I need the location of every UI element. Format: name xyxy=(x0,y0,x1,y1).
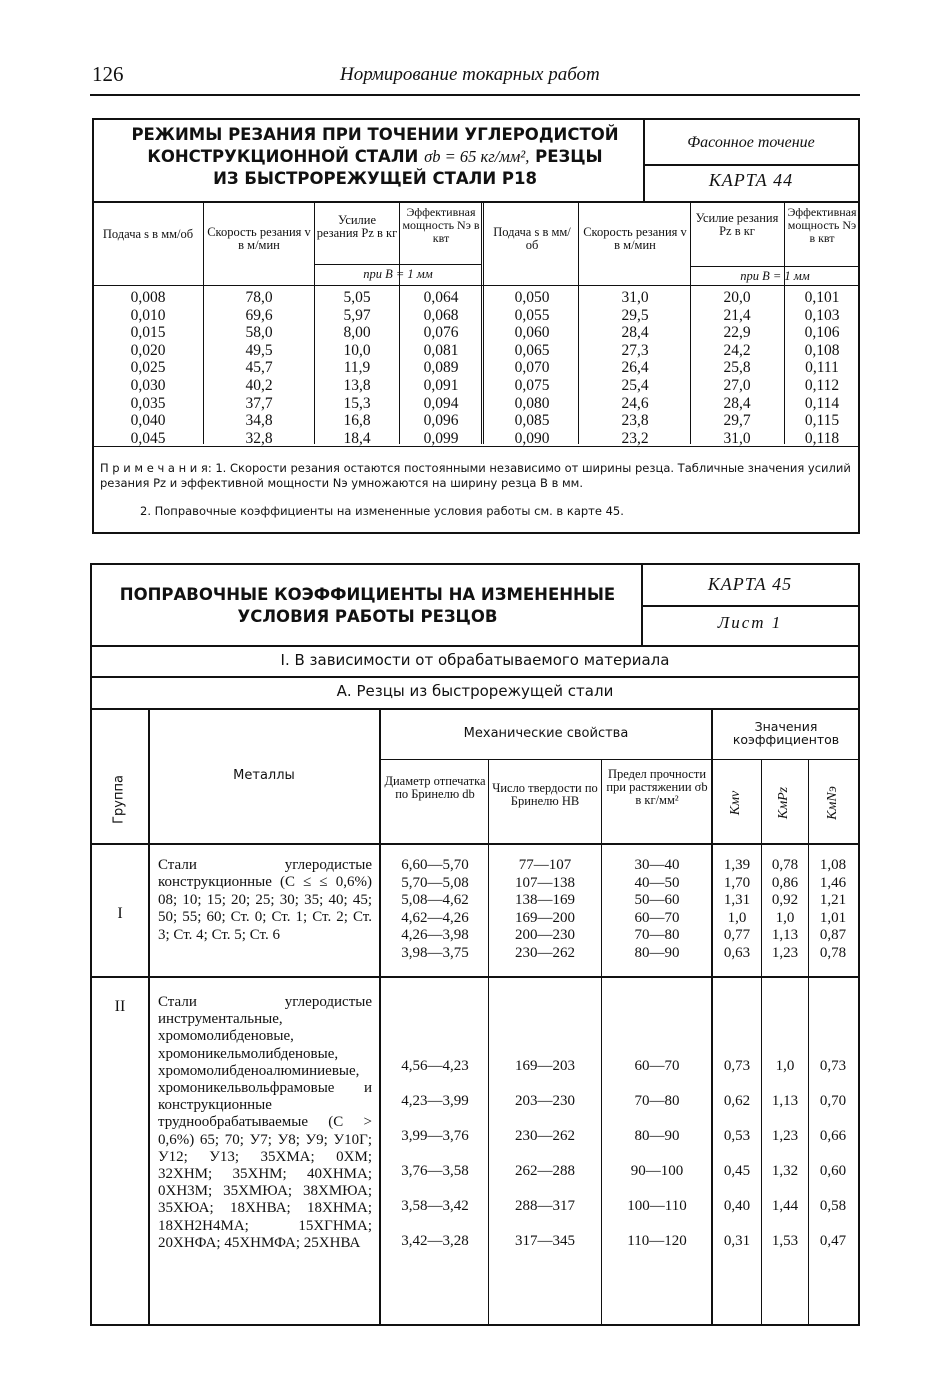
group-2-id: II xyxy=(114,998,126,1015)
group-2-kmpz-cell: 1,23 xyxy=(771,1128,799,1144)
header-width-note: при B = 1 мм xyxy=(363,267,433,281)
col-speed: 78,0 69,6 58,0 49,5 45,7 40,2 37,7 34,8 32,8 xyxy=(245,289,273,447)
group-1-diam: 6,60—5,70 5,70—5,08 5,08—4,62 4,62—4,26 4,26—3,98 3,98—3,75 xyxy=(401,857,469,961)
col-feed2: 0,050 0,055 0,060 0,065 0,070 0,075 0,080 0,085 0,090 xyxy=(514,289,550,447)
section-title: I. В зависимости от обрабатываемого материала xyxy=(280,651,670,669)
col-divider-double xyxy=(481,202,484,444)
group-2-kmv-cell: 0,45 xyxy=(723,1163,751,1179)
col-force: 5,05 5,97 8,00 10,0 11,9 13,8 15,3 16,8 18,4 xyxy=(343,289,371,447)
group-2-kmv-cell: 0,40 xyxy=(723,1198,751,1214)
group-2-kmpz-cell: 1,0 xyxy=(775,1058,795,1074)
card45-side-divider xyxy=(641,605,859,607)
group-2-kmpz-cell: 1,32 xyxy=(771,1163,799,1179)
section-rule xyxy=(90,676,860,678)
group-2-diam-cell: 4,23—3,99 xyxy=(401,1093,469,1109)
col-power: 0,064 0,068 0,076 0,081 0,089 0,091 0,094 0,096 0,099 xyxy=(423,289,459,447)
group-2-kmn-cell: 0,47 xyxy=(819,1233,847,1249)
group-2-kmn-cell: 0,60 xyxy=(819,1163,847,1179)
group-2-diam-cell: 3,76—3,58 xyxy=(401,1163,469,1179)
group-1-id: I xyxy=(117,905,123,922)
header-kmn: KмNэ xyxy=(825,786,840,820)
group-2-sigma-cell: 100—110 xyxy=(627,1198,687,1214)
header-power2: Эффективная мощность Nэ в квт xyxy=(787,205,857,245)
card45-sheet: Лист 1 xyxy=(717,613,783,632)
group-divider xyxy=(90,976,860,978)
card44-title: РЕЖИМЫ РЕЗАНИЯ ПРИ ТОЧЕНИИ УГЛЕРОДИСТОЙ КОНСТРУКЦИОННОЙ СТАЛИ σb = 65 кг/мм², РЕЗЦЫ ИЗ БЫСТРОРЕЖУЩЕЙ СТАЛИ Р18 xyxy=(131,125,619,188)
header-speed2: Скорость резания v в м/мин xyxy=(583,225,687,252)
header-feed: Подача s в мм/об xyxy=(102,227,194,241)
group-2-kmv-cell: 0,53 xyxy=(723,1128,751,1144)
card44-left-border xyxy=(92,118,94,534)
group-1-kmpz: 0,78 0,86 0,92 1,0 1,13 1,23 xyxy=(771,857,799,961)
card44-side-divider xyxy=(643,164,859,166)
group-2-sigma-cell: 70—80 xyxy=(634,1093,680,1109)
card45-title: ПОПРАВОЧНЫЕ КОЭФФИЦИЕНТЫ НА ИЗМЕНЕННЫЕ УСЛОВИЯ РАБОТЫ РЕЗЦОВ xyxy=(119,585,616,626)
header-force2: Усилие резания Pz в кг xyxy=(695,211,779,238)
subsection-title: А. Резцы из быстрорежущей стали xyxy=(336,682,614,700)
header-force: Усилие резания Pz в кг xyxy=(316,213,398,240)
col-divider xyxy=(203,202,204,444)
header-speed: Скорость резания v в м/мин xyxy=(207,225,311,252)
group-2-diam-cell: 4,56—4,23 xyxy=(401,1058,469,1074)
col-feed: 0,008 0,010 0,015 0,020 0,025 0,030 0,035 0,040 0,045 xyxy=(130,289,166,447)
col-force2: 20,0 21,4 22,9 24,2 25,8 27,0 28,4 29,7 31,0 xyxy=(723,289,751,447)
card45-header-bottom xyxy=(90,645,860,647)
header-mech: Механические свойства xyxy=(463,726,629,741)
card44-header-top xyxy=(92,201,860,203)
group-2-metals: Стали углеродистые инструментальные, хромомолибденовые, хромоникельмолибденовые, хромомолибденоалюминиевые, хромоникельвольфрамовые и конструкционные труднообрабатываемые (C > 0,6%) 65; 70; У7; У8; У9; У10Г; У12; У13; 35ХМА; 0ХМ; 32ХНМ; 35ХНМ; 40ХНМА; 0ХН3М; 35ХМЮА; 38ХМЮА; 35ХЮА; 18ХНВА; 18ХНМА; 18ХН2Н4МА; 15ХГНМА; 20ХНФА; 45ХНМФА; 25ХНВА xyxy=(158,994,372,1251)
card44-type: Фасонное точение xyxy=(687,134,815,151)
group-2-diam-cell: 3,99—3,76 xyxy=(401,1128,469,1144)
header-kmv: Kмv xyxy=(728,790,743,816)
subheader-line xyxy=(314,264,482,265)
group-1-kmv: 1,39 1,70 1,31 1,0 0,77 0,63 xyxy=(723,857,751,961)
col-divider xyxy=(314,202,315,444)
group-2-kmpz-cell: 1,13 xyxy=(771,1093,799,1109)
card44-top-border xyxy=(92,118,860,120)
card44-bottom-border xyxy=(92,532,860,534)
header-group: Группа xyxy=(111,775,127,824)
group-2-kmpz-cell: 1,53 xyxy=(771,1233,799,1249)
col-divider xyxy=(148,709,150,1324)
card44-note1: П р и м е ч а н и я: 1. Скорости резания остаются постоянными независимо от ширины резца. Табличные значения усилий резания Pz и эффективной мощности Nэ умножаются на ширину резца B в мм. xyxy=(100,461,851,490)
group-1-sigma: 30—40 40—50 50—60 60—70 70—80 80—90 xyxy=(634,857,680,961)
col-divider xyxy=(690,202,691,444)
group-1-metals: Стали углеродистые конструкционные (C ≤ ≤ 0,6%) 08; 10; 15; 20; 25; 30; 35; 40; 45; 50; 55; 60; Ст. 0; Ст. 1; Ст. 2; Ст. 3; Ст. 4; Ст. 5; Ст. 6 xyxy=(158,857,372,943)
header-sigma: Предел прочности при растяжении σb в кг/мм² xyxy=(606,767,708,807)
group-2-hb-cell: 203—230 xyxy=(515,1093,575,1109)
card45-top-border xyxy=(90,563,860,565)
running-title: Нормирование токарных работ xyxy=(340,64,600,85)
col-speed2: 31,0 29,5 28,4 27,3 26,4 25,4 24,6 23,8 23,2 xyxy=(621,289,649,447)
card45-label: КАРТА 45 xyxy=(707,574,793,594)
subheader-line xyxy=(690,266,858,267)
header-kmpz: KмPz xyxy=(776,786,791,820)
subheader-line xyxy=(379,759,859,760)
col-divider xyxy=(379,709,381,1324)
header-metals: Металлы xyxy=(233,768,295,783)
col-power2: 0,101 0,103 0,106 0,108 0,111 0,112 0,114 0,115 0,118 xyxy=(804,289,840,447)
group-2-hb-cell: 230—262 xyxy=(515,1128,575,1144)
card44-note2: 2. Поправочные коэффициенты на измененные условия работы см. в карте 45. xyxy=(140,504,624,518)
header-hb: Число твердости по Бринелю HB xyxy=(492,781,598,808)
header-coef: Значения коэффициентов xyxy=(732,719,840,747)
header-bottom-line xyxy=(90,843,860,845)
card44-label: КАРТА 44 xyxy=(708,170,794,190)
header-rule xyxy=(90,94,860,96)
col-divider xyxy=(399,202,400,444)
card44-right-border xyxy=(858,118,860,534)
group-2-diam-cell: 3,42—3,28 xyxy=(401,1233,469,1249)
header-bottom-line xyxy=(92,285,860,286)
group-2-kmpz-cell: 1,44 xyxy=(771,1198,799,1214)
subsection-rule xyxy=(90,708,860,710)
group-2-diam-cell: 3,58—3,42 xyxy=(401,1198,469,1214)
group-2-sigma-cell: 90—100 xyxy=(630,1163,684,1179)
header-width-note2: при B = 1 мм xyxy=(740,269,810,283)
table-bottom-line xyxy=(92,446,860,447)
group-2-kmv-cell: 0,31 xyxy=(723,1233,751,1249)
group-2-kmn-cell: 0,73 xyxy=(819,1058,847,1074)
group-2-kmn-cell: 0,70 xyxy=(819,1093,847,1109)
card45-bottom-border xyxy=(90,1324,860,1326)
group-2-kmn-cell: 0,66 xyxy=(819,1128,847,1144)
group-2-sigma-cell: 80—90 xyxy=(634,1128,680,1144)
group-2-kmn-cell: 0,58 xyxy=(819,1198,847,1214)
col-divider xyxy=(711,709,713,1324)
header-power: Эффективная мощность Nэ в квт xyxy=(402,205,480,245)
group-2-hb-cell: 169—203 xyxy=(515,1058,575,1074)
header-diam: Диаметр отпечатка по Бринелю db xyxy=(384,774,486,801)
group-1-kmn: 1,08 1,46 1,21 1,01 0,87 0,78 xyxy=(819,857,847,961)
col-divider xyxy=(578,202,579,444)
header-feed2: Подача s в мм/об xyxy=(493,225,571,252)
group-2-kmv-cell: 0,62 xyxy=(723,1093,751,1109)
group-1-hb: 77—107 107—138 138—169 169—200 200—230 230—262 xyxy=(515,857,575,961)
col-divider xyxy=(784,202,785,444)
group-2-hb-cell: 317—345 xyxy=(515,1233,575,1249)
group-2-hb-cell: 262—288 xyxy=(515,1163,575,1179)
group-2-sigma-cell: 110—120 xyxy=(627,1233,687,1249)
group-2-sigma-cell: 60—70 xyxy=(634,1058,680,1074)
page-number: 126 xyxy=(92,62,124,86)
group-2-kmv-cell: 0,73 xyxy=(723,1058,751,1074)
group-2-hb-cell: 288—317 xyxy=(515,1198,575,1214)
